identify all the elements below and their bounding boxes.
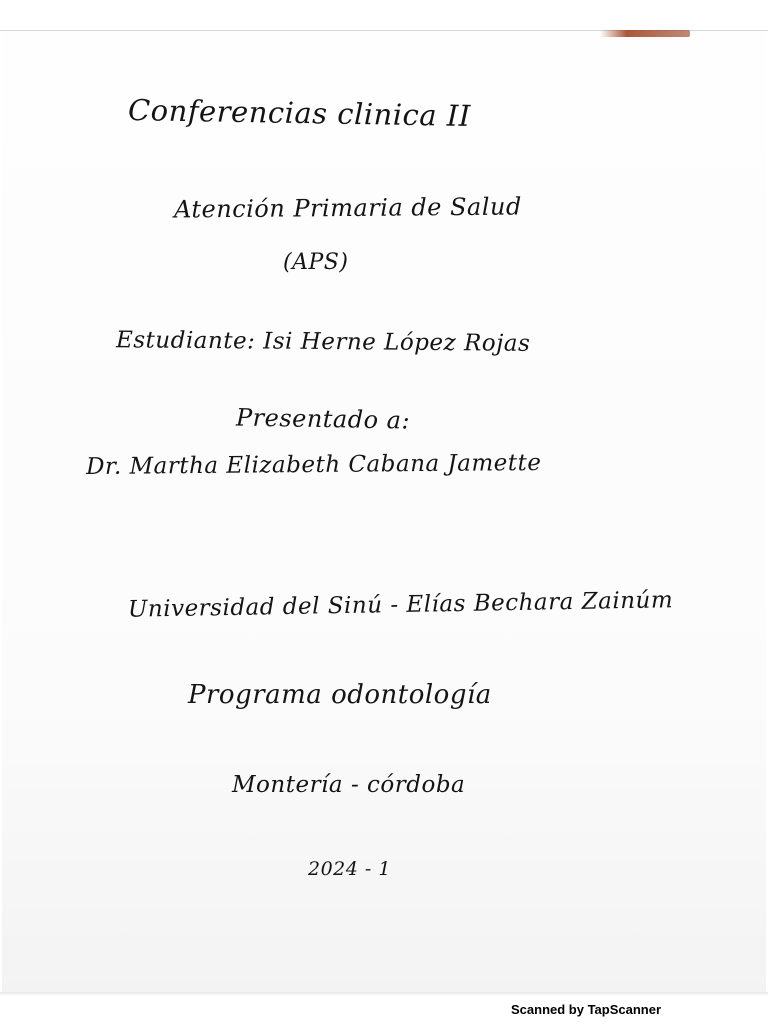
teacher-name: Dr. Martha Elizabeth Cabana Jamette xyxy=(85,450,542,480)
document-title: Conferencias clinica II xyxy=(127,93,472,133)
page-bottom-shadow xyxy=(0,992,768,996)
university-name: Universidad del Sinú - Elías Bechara Zainúm xyxy=(127,587,674,623)
period: 2024 - 1 xyxy=(308,858,391,880)
edge-mark xyxy=(600,30,690,37)
student-line: Estudiante: Isi Herne López Rojas xyxy=(115,327,531,357)
city-name: Montería - córdoba xyxy=(232,772,466,798)
paper-sheet xyxy=(2,31,766,993)
presented-to-label: Presentado a: xyxy=(235,403,411,435)
program-name: Programa odontología xyxy=(188,680,492,710)
document-acronym: (APS) xyxy=(283,250,349,275)
scanner-credit: Scanned by TapScanner xyxy=(511,1002,662,1017)
document-subject: Atención Primaria de Salud xyxy=(173,192,522,224)
